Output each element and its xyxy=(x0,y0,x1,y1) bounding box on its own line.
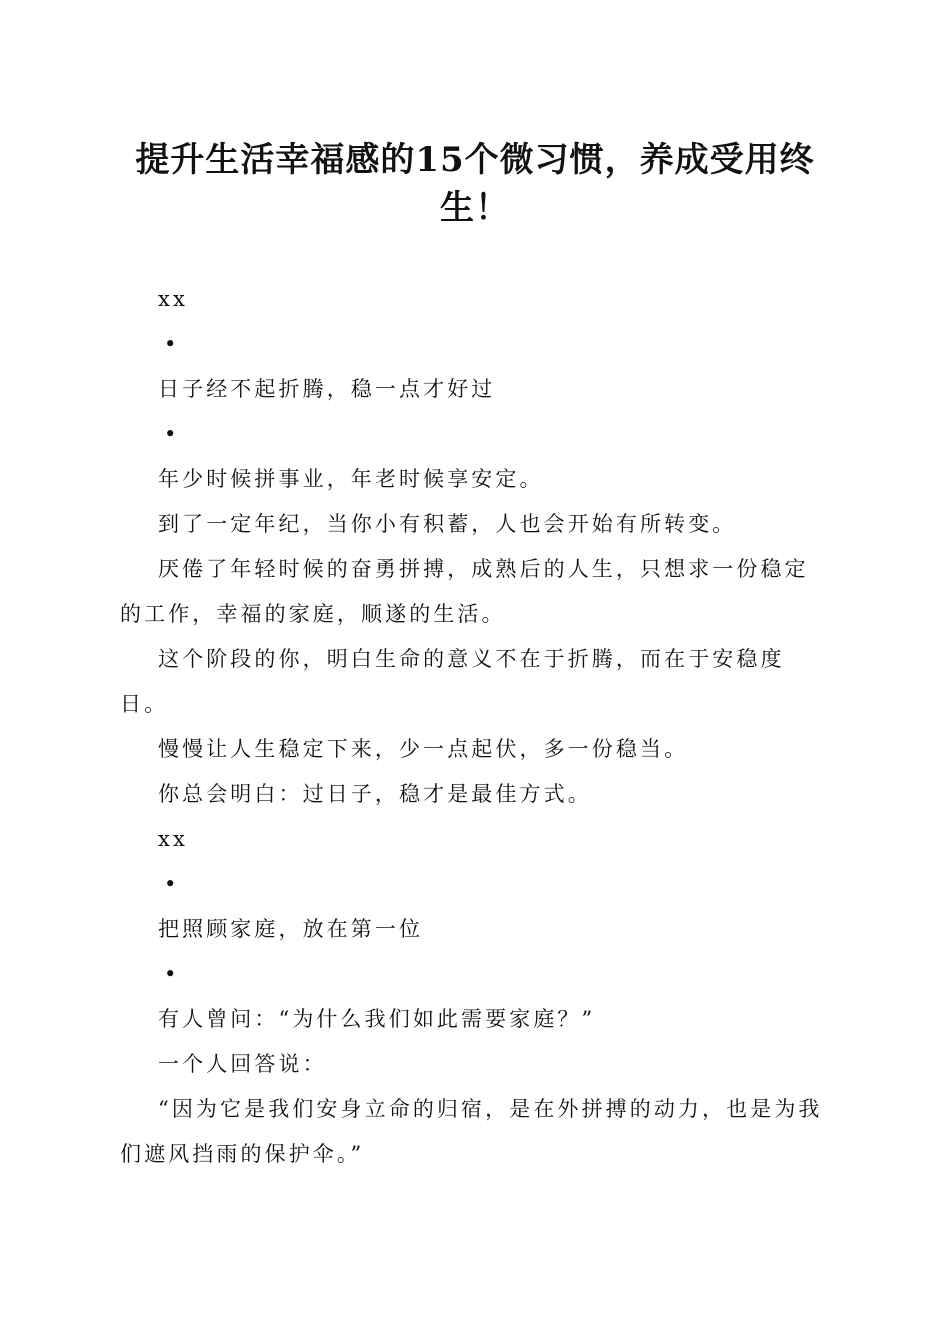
paragraph: “因为它是我们安身立命的归宿，是在外拼搏的动力，也是为我们遮风挡雨的保护伞。” xyxy=(120,1097,823,1166)
paragraph: 你总会明白：过日子，稳才是最佳方式。 xyxy=(158,782,592,806)
section-marker: xx xyxy=(158,827,188,851)
section-marker: xx xyxy=(158,287,188,311)
bullet-dot: • xyxy=(164,332,180,356)
paragraph: 到了一定年纪，当你小有积蓄，人也会开始有所转变。 xyxy=(158,512,737,536)
section-heading: 把照顾家庭，放在第一位 xyxy=(158,917,424,941)
bullet-dot: • xyxy=(164,422,180,446)
document-title: 提升生活幸福感的15个微习惯，养成受用终生！ xyxy=(135,140,815,228)
paragraph: 年少时候拼事业，年老时候享安定。 xyxy=(158,467,544,491)
paragraph: 这个阶段的你，明白生命的意义不在于折腾，而在于安稳度日。 xyxy=(120,647,785,716)
paragraph: 厌倦了年轻时候的奋勇拼搏，成熟后的人生，只想求一份稳定的工作，幸福的家庭，顺遂的生活。 xyxy=(120,557,809,626)
paragraph: 有人曾问：“为什么我们如此需要家庭？” xyxy=(158,1007,596,1031)
bullet-dot: • xyxy=(164,962,180,986)
paragraph: 一个人回答说： xyxy=(158,1052,327,1076)
section-heading: 日子经不起折腾，稳一点才好过 xyxy=(158,377,496,401)
paragraph: 慢慢让人生稳定下来，少一点起伏，多一份稳当。 xyxy=(158,737,689,761)
bullet-dot: • xyxy=(164,872,180,896)
document-body xyxy=(120,277,824,1177)
